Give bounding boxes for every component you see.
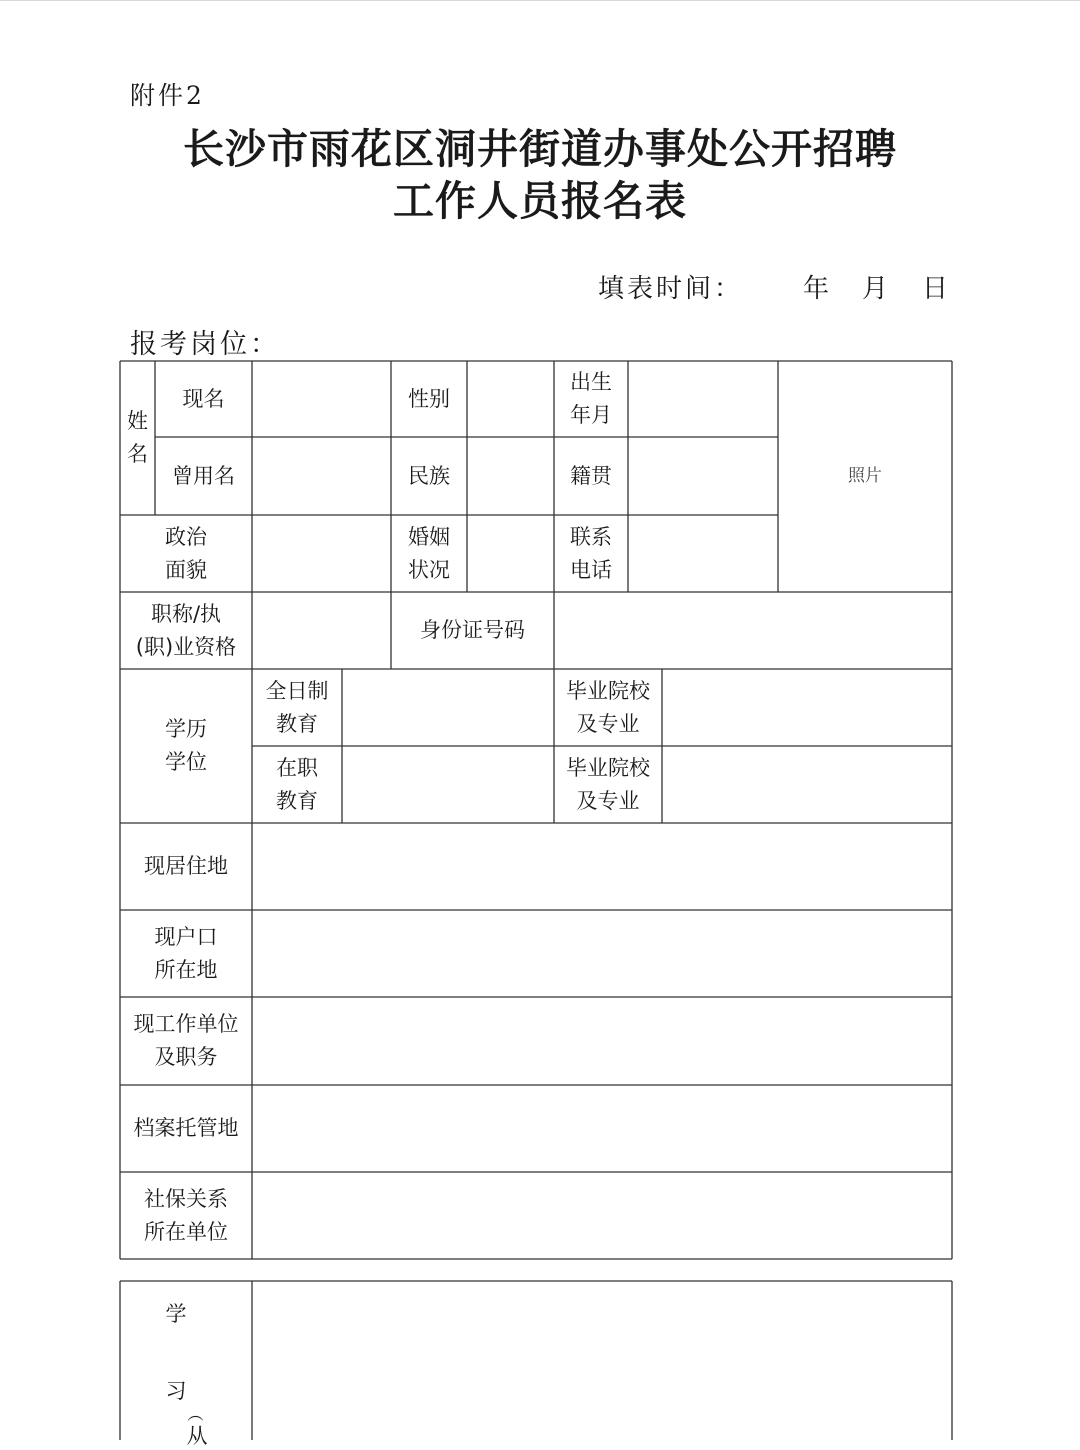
title-qualification-field[interactable] [252,592,391,669]
marital-status-label: 婚姻 状况 [408,524,450,582]
gender-label: 性别 [408,386,450,411]
name-group-label: 姓 名 [127,409,148,466]
title-qualification-label: 职称/执 (职)业资格 [135,601,237,659]
hukou-field[interactable] [252,910,952,997]
day-label: 日 [922,274,949,304]
study-label-char-1: 学 [165,1302,187,1326]
page-title-line2: 工作人员报名表 [393,177,687,225]
education-degree-label: 学历 学位 [165,717,207,774]
top-border [0,0,1080,1]
attachment-label: 附件2 [130,81,205,110]
ethnicity-label: 民族 [408,463,450,488]
residence-label: 现居住地 [144,854,228,878]
inservice-education-label: 在职 教育 [276,755,318,813]
applied-post-label: 报考岗位： [130,329,280,360]
fulltime-education-field[interactable] [342,669,554,746]
study-label-paren: （ [185,1405,205,1422]
gender-field[interactable] [467,361,554,437]
social-security-field[interactable] [252,1172,952,1259]
fill-time-label: 填表时间： [598,274,744,304]
archive-field[interactable] [252,1085,952,1172]
month-label: 月 [862,274,889,304]
school-major-field-1[interactable] [662,669,952,746]
year-label: 年 [803,274,830,304]
hukou-label: 现户口 所在地 [154,924,218,982]
birth-label: 出生 年月 [570,370,612,427]
birth-field[interactable] [628,361,778,437]
work-unit-field[interactable] [252,997,952,1085]
study-experience-field[interactable] [252,1281,952,1440]
former-name-field[interactable] [252,437,391,515]
residence-field[interactable] [252,823,952,910]
political-status-label: 政治 面貌 [165,524,207,582]
native-place-label: 籍贯 [570,463,612,488]
study-label-char-2: 习 [165,1379,187,1403]
former-name-label: 曾用名 [172,463,235,488]
archive-label: 档案托管地 [133,1116,239,1140]
study-label-char-3: 从 [186,1424,208,1448]
inservice-education-field[interactable] [342,746,554,823]
work-unit-label: 现工作单位 及职务 [133,1012,239,1069]
id-number-label: 身份证号码 [420,618,525,642]
ethnicity-field[interactable] [467,437,554,515]
marital-status-field[interactable] [467,515,554,592]
school-major-field-2[interactable] [662,746,952,823]
school-major-label-2: 毕业院校 及专业 [566,755,650,813]
page-title-line1: 长沙市雨花区洞井街道办事处公开招聘 [183,125,897,173]
photo-area[interactable]: 照片 [848,466,882,486]
id-number-field[interactable] [554,592,952,669]
native-place-field[interactable] [628,437,778,515]
current-name-label: 现名 [182,386,225,411]
phone-label: 联系 电话 [570,524,612,582]
fulltime-education-label: 全日制 教育 [265,678,329,736]
school-major-label-1: 毕业院校 及专业 [566,678,650,736]
social-security-label: 社保关系 所在单位 [144,1186,228,1244]
current-name-field[interactable] [252,361,391,437]
phone-field[interactable] [628,515,778,592]
political-status-field[interactable] [252,515,391,592]
